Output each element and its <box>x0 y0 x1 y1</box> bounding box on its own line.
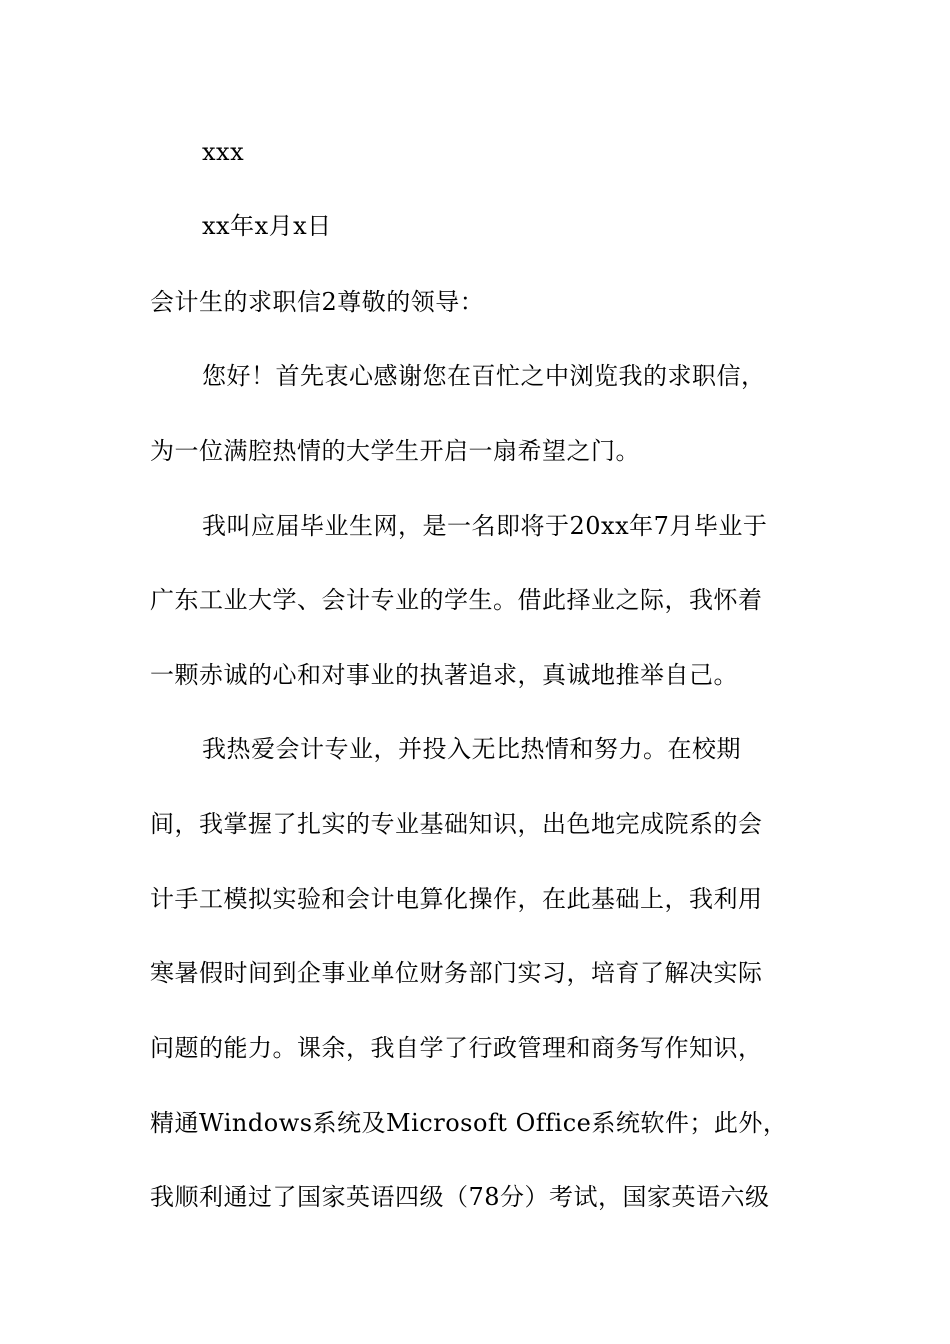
body-line: 问题的能力。课余，我自学了行政管理和商务写作知识， <box>150 1034 763 1062</box>
body-line: 寒暑假时间到企事业单位财务部门实习，培育了解决实际 <box>150 959 763 987</box>
body-line: 您好！首先衷心感谢您在百忙之中浏览我的求职信， <box>202 362 766 390</box>
body-line: 我热爱会计专业，并投入无比热情和努力。在校期 <box>202 735 741 763</box>
salutation-line: 会计生的求职信2尊敬的领导： <box>150 288 485 316</box>
body-line: 计手工模拟实验和会计电算化操作，在此基础上，我利用 <box>150 885 763 913</box>
body-line: 广东工业大学、会计专业的学生。借此择业之际，我怀着 <box>150 586 763 614</box>
body-line: 一颗赤诚的心和对事业的执著追求，真诚地推举自己。 <box>150 661 738 689</box>
body-line: 我叫应届毕业生网，是一名即将于20xx年7月毕业于 <box>202 512 768 540</box>
body-line: 为一位满腔热情的大学生开启一扇希望之门。 <box>150 437 640 465</box>
body-line: 间，我掌握了扎实的专业基础知识，出色地完成院系的会 <box>150 810 763 838</box>
date-line: xx年x月x日 <box>202 212 332 240</box>
body-line: 精通Windows系统及Microsoft Office系统软件；此外， <box>150 1109 788 1137</box>
signature-line: xxx <box>202 138 245 166</box>
body-line: 我顺利通过了国家英语四级（78分）考试，国家英语六级 <box>150 1183 770 1211</box>
